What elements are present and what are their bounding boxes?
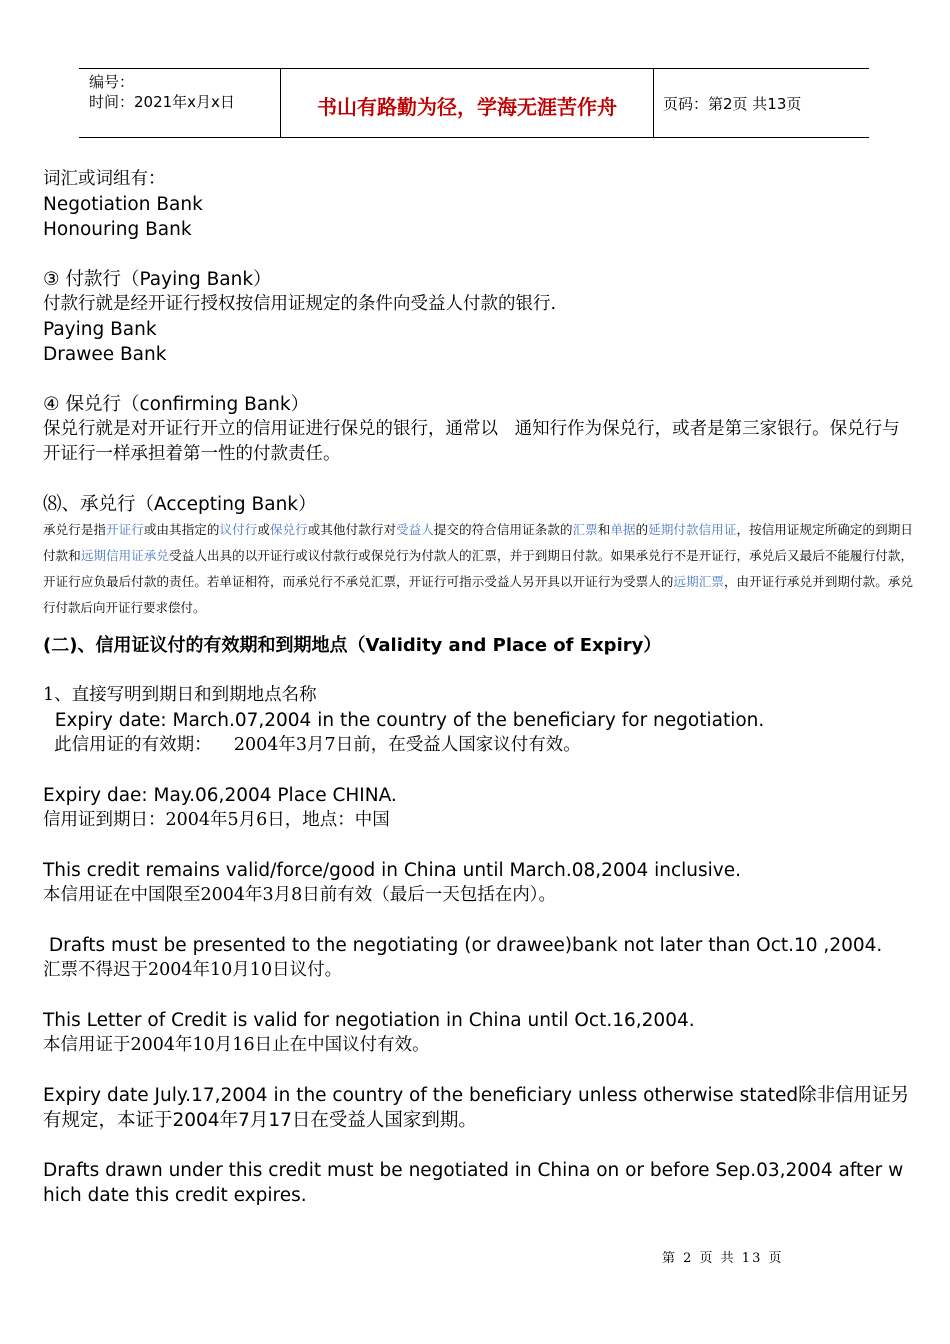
text-line: Paying Bank [43,319,157,340]
text-line: Drafts must be presented to the negotiating (or drawee)bank not later than Oct.10 ,2004. [43,935,883,956]
page-header [79,68,869,138]
document-body [43,167,913,1208]
text-line: 付款行就是经开证行授权按信用证规定的条件向受益人付款的银行. [43,294,557,314]
text-line: This credit remains valid/force/good in China until March.08,2004 inclusive. [43,860,742,881]
text-line: ⑻、承兑行（Accepting Bank） [43,494,317,515]
accepting-bank-paragraph: 承兑行是指开证行或由其指定的议付行或保兑行或其他付款行对受益人提交的符合信用证条款的汇票和单据的延期付款信用证，按信用证规定所确定的到期日付款和远期信用证承兑受益人出具的以开证行或议付款行或保兑行为付款人的汇票，并于到期日付款。如果承兑行不是开证行，承兑后又最后不能履行付款，开证行应负最后付款的责任。若单证相符，而承兑行不承兑汇票，开证行可指示受益人另开具以开证行为受票人的远期汇票，由开证行承兑并到期付款。承兑行付款后向开证行要求偿付。 [43,522,913,615]
text-line: Drawee Bank [43,344,167,365]
header-page-label: 页码：第2页 共13页 [663,95,802,113]
term-link[interactable]: 受益人 [396,522,434,537]
text-line: Negotiation Bank [43,194,203,215]
text-line: 此信用证的有效期： 2004年3月7日前，在受益人国家议付有效。 [43,735,581,755]
text-line: 信用证到期日：2004年5月6日，地点：中国 [43,810,390,830]
section-title: (二)、信用证议付的有效期和到期地点（Validity and Place of Expiry） [43,635,662,656]
text-line: 本信用证于2004年10月16日止在中国议付有效。 [43,1035,430,1055]
text-line: Drafts drawn under this credit must be negotiated in China on or before Sep.03,2004 after which date this credit expires. [43,1160,904,1206]
text-line: Expiry date July.17,2004 in the country of the beneficiary unless otherwise stated除非信用证另有规定，本证于2004年7月17日在受益人国家到期。 [43,1085,910,1131]
term-link[interactable]: 远期汇票 [673,574,724,589]
text-line: 保兑行就是对开证行开立的信用证进行保兑的银行，通常以 通知行作为保兑行，或者是第三家银行。保兑行与开证行一样承担着第一性的付款责任。 [43,419,900,464]
term-link[interactable]: 延期付款信用证 [648,522,737,537]
header-divider [653,69,654,137]
header-time-label: 时间：2021年x月x日 [89,93,235,111]
text-line: 本信用证在中国限至2004年3月8日前有效（最后一天包括在内）。 [43,885,557,905]
page-footer: 第 2 页 共 13 页 [662,1251,784,1266]
text-line: ③ 付款行（Paying Bank） [43,269,272,290]
term-link[interactable]: 保兑行 [269,522,308,537]
text-line: ④ 保兑行（confirming Bank） [43,394,310,415]
header-meta [89,72,235,112]
term-link[interactable]: 开证行 [106,522,144,537]
text-line: 词汇或词组有： [43,169,166,189]
text-line: This Letter of Credit is valid for negotiation in China until Oct.16,2004. [43,1010,695,1031]
term-link[interactable]: 议付行 [219,522,258,537]
term-link[interactable]: 单据 [610,522,636,537]
text-line: Honouring Bank [43,219,192,240]
header-motto: 书山有路勤为径，学海无涯苦作舟 [317,95,617,119]
header-number-label: 编号： [89,73,135,91]
text-line: 汇票不得迟于2004年10月10日议付。 [43,960,343,980]
text-line: Expiry dae: May.06,2004 Place CHINA. [43,785,397,806]
text-line: Expiry date: March.07,2004 in the country of the beneficiary for negotiation. [43,710,765,731]
term-link[interactable]: 汇票 [572,522,598,537]
text-line: 1、直接写明到期日和到期地点名称 [43,685,317,705]
term-link[interactable]: 远期信用证承兑 [80,548,170,563]
